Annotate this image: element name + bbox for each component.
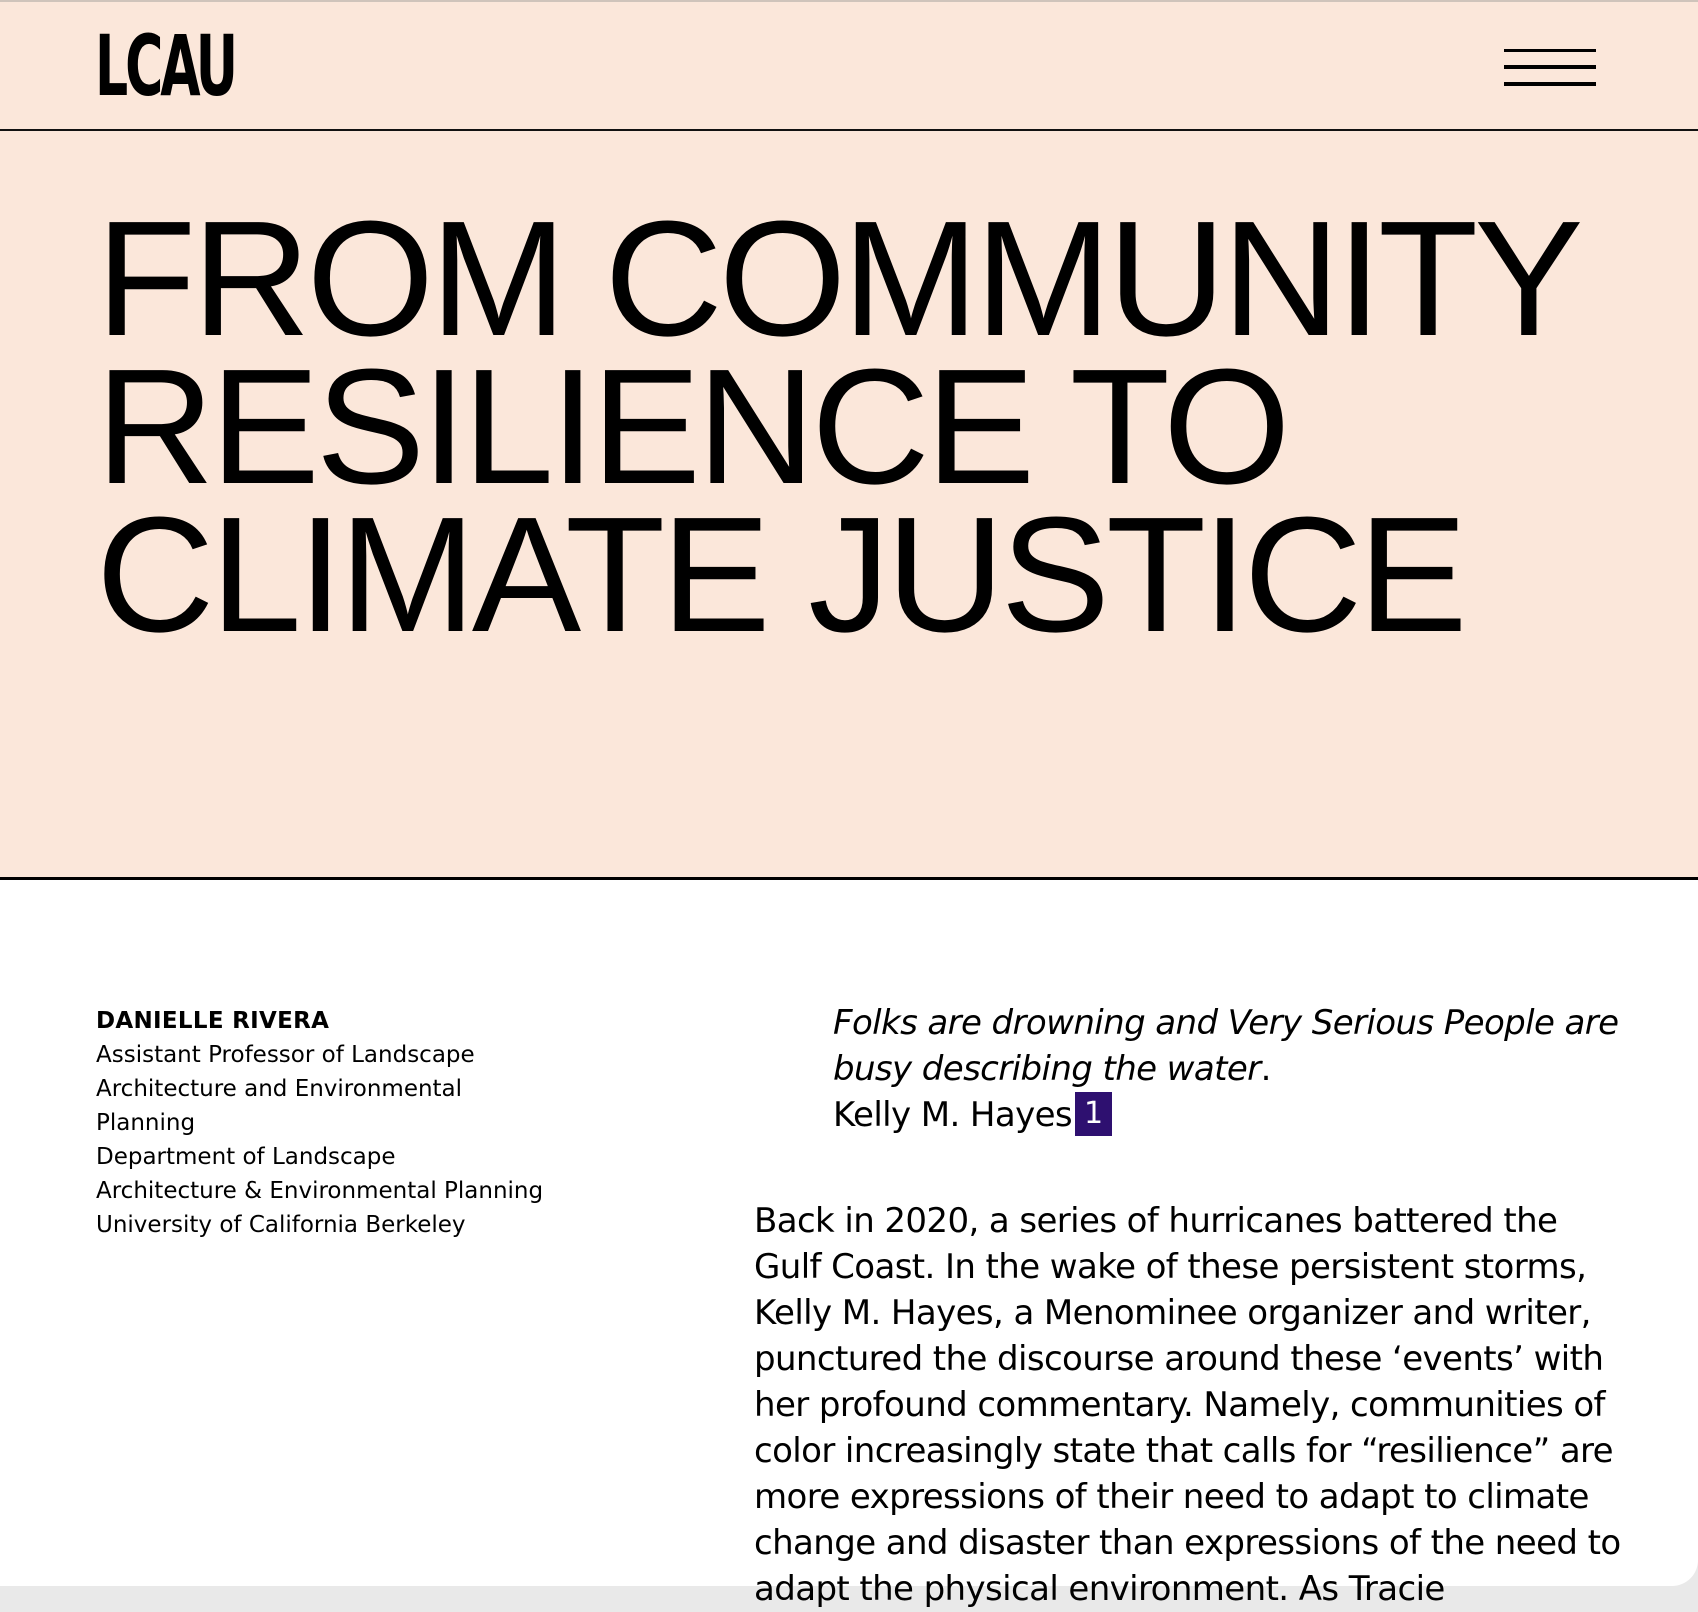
author-affiliation-line: Architecture and Environmental [96,1076,463,1102]
epigraph-punctuation: . [1260,1049,1271,1089]
site-header [0,0,1698,131]
author-affiliation-line: Department of Landscape [96,1144,396,1170]
hero-banner [0,131,1698,880]
menu-bar-middle [1504,65,1596,69]
footnote-link[interactable]: 1 [1075,1092,1112,1136]
article-paragraph: Back in 2020, a series of hurricanes battered the Gulf Coast. In the wake of these persistent storms, Kelly M. Hayes, a Menominee organizer and writer, punctured the discourse around these ‘events’ with her profound commentary. Namely, communities of color increasingly state that calls for “resilience” are more expressions of their need to adapt to climate change and disaster than expressions of the need to adapt the physical environment. As Tracie [754,1201,1621,1609]
author-affiliation-line: University of California Berkeley [96,1212,466,1238]
site-logo[interactable]: LCAU [95,17,236,115]
epigraph-quote: Folks are drowning and Very Serious People are busy describing the water [833,1003,1619,1089]
epigraph [833,1000,1623,1138]
author-affiliation-line: Assistant Professor of Landscape [96,1042,475,1068]
menu-bar-top [1504,49,1596,52]
author-info [96,1004,566,1242]
hamburger-menu-icon[interactable] [1504,46,1596,90]
epigraph-attribution: Kelly M. Hayes [833,1095,1073,1135]
menu-bar-bottom [1504,82,1596,86]
page-title: FROM COMMUNITY RESILIENCE TO CLIMATE JUSTICE [96,187,1580,666]
author-affiliation-line: Architecture & Environmental Planning [96,1178,544,1204]
author-name: DANIELLE RIVERA [96,1008,330,1034]
author-affiliation-line: Planning [96,1110,196,1136]
